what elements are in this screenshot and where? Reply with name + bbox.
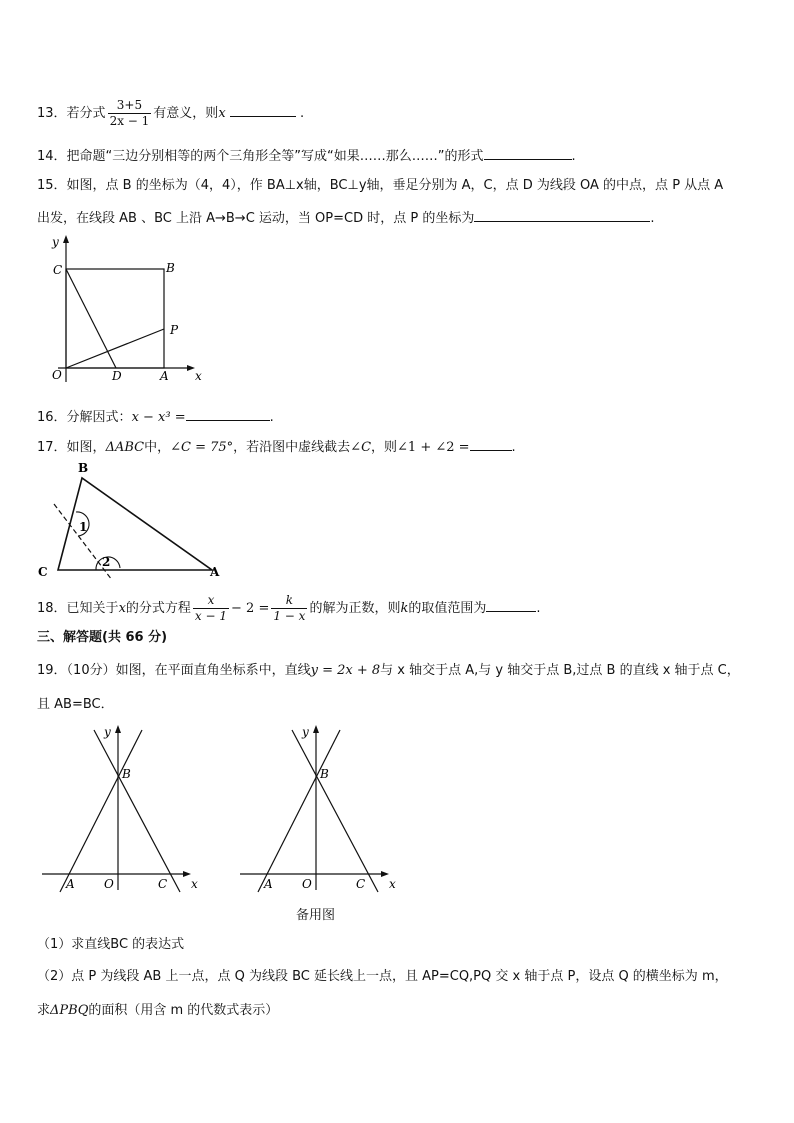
question-number: 18 — [37, 601, 54, 616]
label-O: O — [52, 368, 62, 382]
question-text: 出发，在线段 AB 、BC 上沿 A→B→C 运动，当 OP=CD 时，点 P 的坐标为 — [37, 211, 475, 226]
fraction-numerator: k — [271, 593, 307, 609]
question-text: 的取值范围为 — [408, 601, 487, 616]
x-axis-arrow-icon — [381, 871, 389, 877]
answer-blank[interactable] — [186, 408, 270, 421]
question-text: ，若沿图中虚线截去 — [233, 440, 351, 455]
question-15-line-2 — [37, 209, 654, 227]
fraction-numerator: x — [193, 593, 229, 609]
question-number: 13 — [37, 106, 54, 121]
question-text: 求 — [37, 1003, 51, 1018]
fraction — [108, 98, 152, 129]
question-text: ．分解因式： — [53, 410, 132, 425]
variable: x — [118, 601, 126, 616]
question-end: . — [511, 440, 516, 455]
fraction-denominator: x − 1 — [194, 609, 228, 623]
variable: k — [400, 601, 409, 616]
question-14 — [37, 147, 576, 165]
q19-figure-backup — [236, 720, 416, 896]
label-C: C — [53, 263, 63, 277]
fraction — [193, 593, 229, 624]
x-axis-arrow-icon — [183, 871, 191, 877]
label-x: x — [195, 369, 202, 383]
question-number: 19 — [37, 663, 54, 678]
label-B: B — [320, 767, 329, 781]
label-angle-2: 2 — [102, 555, 111, 569]
segment-OP — [66, 329, 164, 368]
question-text: ．（10分）如图，在平面直角坐标系中，直线 — [53, 663, 311, 678]
question-text: ．如图，点 B 的坐标为（4，4），作 BA⊥x轴，BC⊥y轴，垂足分别为 A，C，点 D 为线段 OA 的中点，点 P 从点 A — [53, 178, 724, 193]
answer-blank[interactable] — [230, 104, 296, 117]
label-A: A — [160, 369, 169, 383]
fraction-denominator: 1 − x — [273, 609, 306, 623]
label-angle-1: 1 — [79, 520, 88, 534]
question-end: . — [536, 601, 541, 616]
label-B: B — [166, 261, 175, 275]
label-x: x — [191, 877, 198, 891]
variable: x — [218, 106, 226, 121]
question-17 — [37, 438, 516, 456]
q17-figure — [34, 458, 234, 582]
question-19-sub-1: （1）求直线BC 的表达式 — [37, 937, 185, 952]
math-expression: ΔABC — [105, 440, 145, 455]
answer-blank[interactable] — [470, 438, 512, 451]
segment-CD — [66, 269, 116, 368]
question-19-sub-3 — [37, 1003, 278, 1019]
question-number: 17 — [37, 440, 54, 455]
question-text: 有意义，则 — [153, 106, 219, 121]
label-y: y — [52, 235, 59, 249]
question-number: 14 — [37, 149, 54, 164]
question-text: 的面积（用含 m 的代数式表示） — [88, 1003, 279, 1018]
label-B: B — [122, 767, 131, 781]
line-BC — [292, 730, 378, 892]
math-expression: y = 2x + 8 — [310, 663, 381, 678]
math-expression: ∠1 + ∠2 = — [397, 440, 470, 455]
question-number: 15 — [37, 178, 54, 193]
math-expression: ∠C — [350, 440, 372, 455]
label-A: A — [210, 565, 220, 579]
question-text: 且 AB=BC． — [37, 697, 114, 712]
question-16 — [37, 408, 274, 426]
figure-caption: 备用图 — [296, 908, 336, 923]
question-15-line-1 — [37, 178, 723, 194]
q19-figure-main — [38, 720, 218, 896]
y-axis-arrow-icon — [313, 725, 319, 733]
question-text: ，则 — [371, 440, 398, 455]
question-19-line-1 — [37, 663, 740, 679]
question-text: ．把命题“三边分别相等的两个三角形全等”写成“如果……那么……”的形式 — [53, 149, 484, 164]
label-y: y — [104, 725, 111, 739]
question-text: 的解为正数，则 — [309, 601, 401, 616]
line-BC — [94, 730, 180, 892]
label-C: C — [38, 565, 48, 579]
fraction-numerator: 3+5 — [108, 98, 152, 114]
question-13 — [37, 98, 304, 129]
y-axis-arrow-icon — [115, 725, 121, 733]
question-text: ．如图， — [53, 440, 106, 455]
y-axis-arrow-icon — [63, 235, 69, 243]
label-B: B — [78, 461, 89, 475]
math-expression: − 2 = — [231, 601, 270, 616]
answer-blank[interactable] — [484, 147, 572, 160]
question-text: ．若分式 — [53, 106, 106, 121]
label-y: y — [302, 725, 309, 739]
label-x: x — [389, 877, 396, 891]
label-O: O — [104, 877, 114, 891]
label-A: A — [264, 877, 273, 891]
label-C: C — [158, 877, 168, 891]
question-end: . — [650, 211, 655, 226]
line-AB — [258, 730, 340, 892]
section-heading: 三、解答题(共 66 分) — [37, 630, 168, 645]
label-A: A — [66, 877, 75, 891]
line-AB — [60, 730, 142, 892]
question-text: ．已知关于 — [53, 601, 119, 616]
label-D: D — [112, 369, 122, 383]
fraction — [271, 593, 307, 624]
question-text: 的分式方程 — [125, 601, 191, 616]
fraction-denominator: 2x − 1 — [109, 114, 150, 128]
label-O: O — [302, 877, 312, 891]
math-expression: x − x³ = — [131, 410, 186, 425]
label-C: C — [356, 877, 366, 891]
question-text: 中， — [144, 440, 171, 455]
question-end: . — [269, 410, 274, 425]
q15-figure — [40, 232, 220, 392]
x-axis-arrow-icon — [187, 365, 195, 371]
question-18 — [37, 593, 541, 624]
question-end: . — [571, 149, 576, 164]
question-end: . — [299, 106, 305, 121]
square-OABC — [66, 269, 164, 368]
math-expression: ∠C = 75° — [170, 440, 234, 455]
question-text: 与 x 轴交于点 A,与 y 轴交于点 B,过点 B 的直线 x 轴于点 C， — [380, 663, 740, 678]
math-expression: ΔPBQ — [50, 1003, 89, 1018]
question-19-line-2 — [37, 697, 114, 713]
answer-blank[interactable] — [486, 599, 536, 612]
question-number: 16 — [37, 410, 54, 425]
question-19-sub-2: （2）点 P 为线段 AB 上一点，点 Q 为线段 BC 延长线上一点，且 AP=CQ,PQ 交 x 轴于点 P，设点 Q 的横坐标为 m， — [37, 969, 728, 984]
label-P: P — [170, 323, 179, 337]
answer-blank[interactable] — [474, 209, 650, 222]
